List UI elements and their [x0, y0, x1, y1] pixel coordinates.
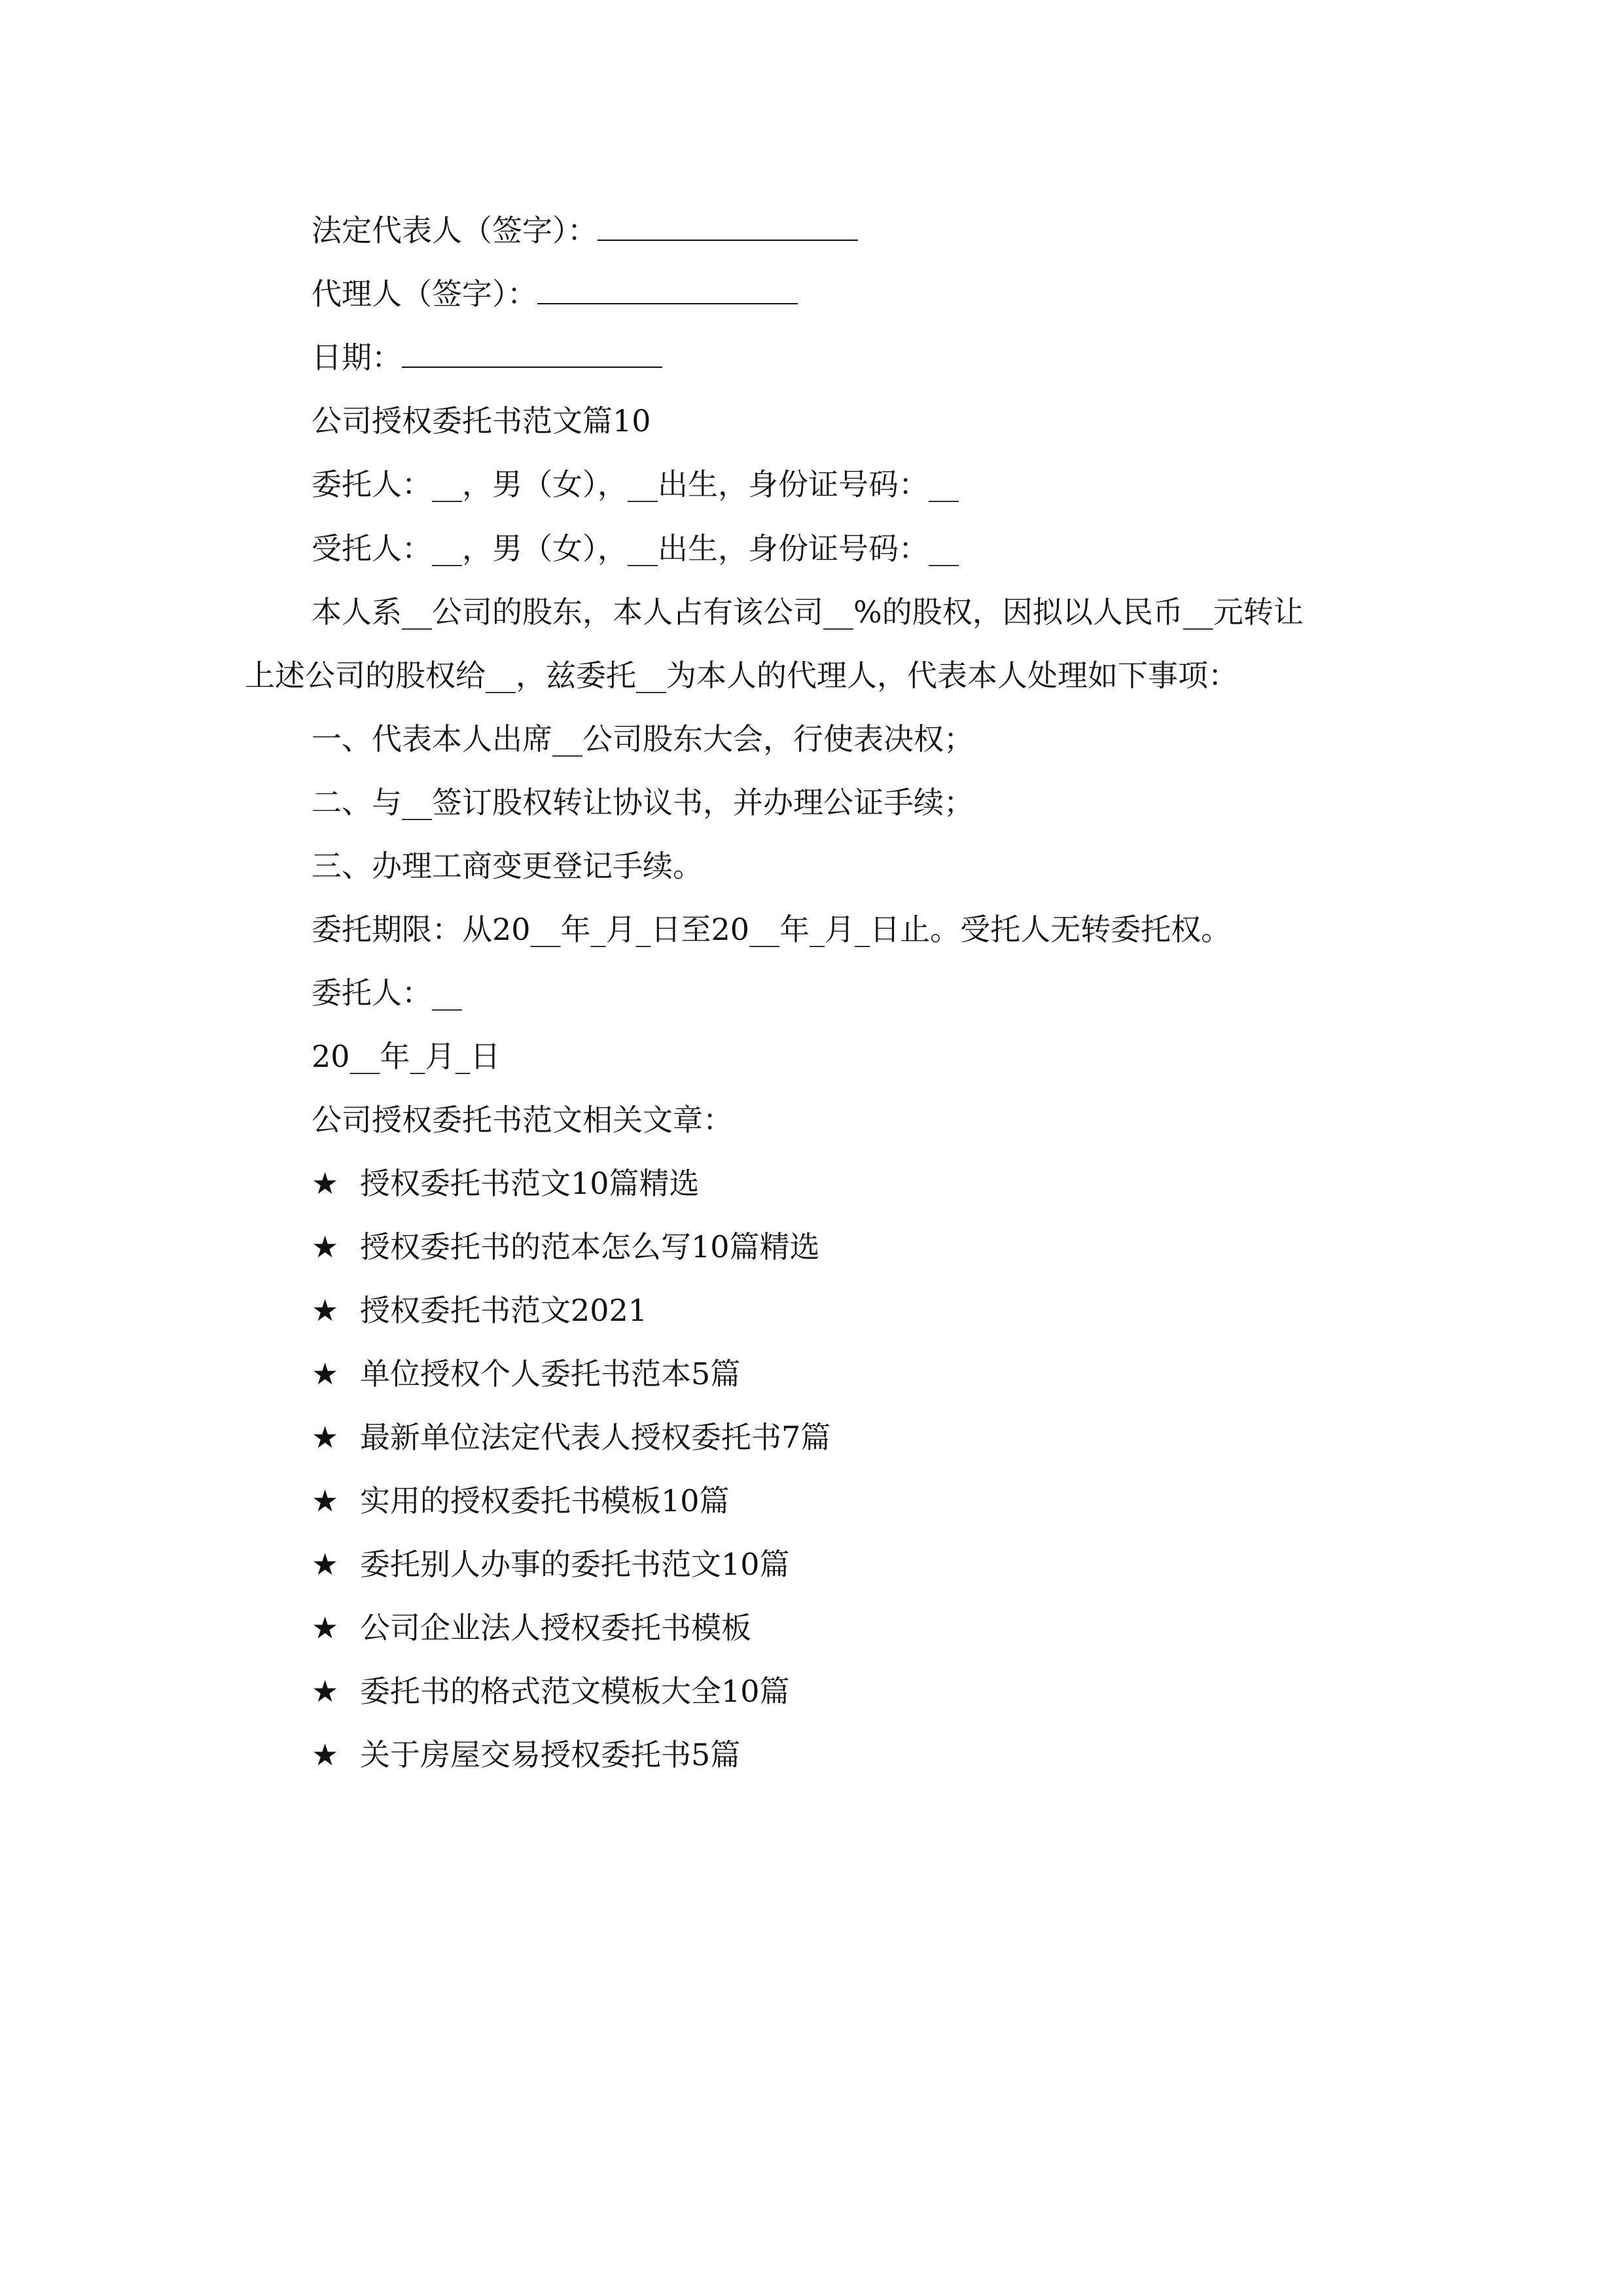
related-item[interactable]: [312, 1608, 751, 1647]
star-icon: ★: [312, 1610, 339, 1645]
related-link[interactable]: 单位授权个人委托书范本5篇: [360, 1356, 741, 1391]
principal-line: 委托人：__，男（女），__出生，身份证号码：__: [312, 467, 959, 502]
related-item[interactable]: [312, 1735, 740, 1774]
related-item[interactable]: [312, 1164, 700, 1203]
date-label: 日期：: [312, 340, 402, 375]
section-title: 公司授权委托书范文篇10: [312, 403, 651, 439]
related-link[interactable]: 委托别人办事的委托书范文10篇: [360, 1547, 790, 1582]
star-icon: ★: [312, 1674, 339, 1709]
term-line: 委托期限：从20__年_月_日至20__年_月_日止。受托人无转委托权。: [312, 912, 1232, 947]
related-link[interactable]: 关于房屋交易授权委托书5篇: [360, 1737, 741, 1772]
date-line: 20__年_月_日: [312, 1039, 501, 1074]
related-item[interactable]: [312, 1545, 790, 1584]
related-link[interactable]: 实用的授权委托书模板10篇: [360, 1483, 730, 1518]
legal-rep-label: 法定代表人（签字）：: [312, 213, 597, 248]
trustee-line: 受托人：__，男（女），__出生，身份证号码：__: [312, 531, 959, 566]
related-link[interactable]: 公司企业法人授权委托书模板: [360, 1610, 751, 1645]
star-icon: ★: [312, 1293, 339, 1328]
star-icon: ★: [312, 1166, 339, 1201]
agent-label: 代理人（签字）：: [312, 276, 537, 312]
related-item[interactable]: [312, 1227, 820, 1266]
related-item[interactable]: [312, 1672, 790, 1711]
agent-signature-blank: [537, 274, 798, 304]
star-icon: ★: [312, 1229, 339, 1265]
legal-rep-signature-blank: [597, 211, 858, 241]
related-item[interactable]: [312, 1481, 730, 1520]
related-link[interactable]: 授权委托书范文2021: [360, 1293, 648, 1328]
related-link[interactable]: 授权委托书范文10篇精选: [360, 1166, 700, 1201]
agent-signature-line: [312, 274, 798, 314]
star-icon: ★: [312, 1420, 339, 1455]
related-link[interactable]: 授权委托书的范本怎么写10篇精选: [360, 1229, 820, 1265]
date-signature-line: [312, 338, 662, 377]
related-heading: 公司授权委托书范文相关文章：: [312, 1102, 733, 1138]
item-1: 一、代表本人出席__公司股东大会，行使表决权；: [312, 721, 974, 757]
star-icon: ★: [312, 1547, 339, 1582]
legal-rep-signature-line: [312, 211, 858, 250]
star-icon: ★: [312, 1737, 339, 1772]
body-paragraph-line-2: 上述公司的股权给__，兹委托__为本人的代理人，代表本人处理如下事项：: [245, 658, 1238, 693]
star-icon: ★: [312, 1483, 339, 1518]
item-3: 三、办理工商变更登记手续。: [312, 848, 703, 884]
related-item[interactable]: [312, 1291, 647, 1330]
related-link[interactable]: 最新单位法定代表人授权委托书7篇: [360, 1420, 831, 1455]
date-signature-blank: [402, 338, 662, 368]
related-item[interactable]: [312, 1354, 740, 1393]
related-link[interactable]: 委托书的格式范文模板大全10篇: [360, 1674, 790, 1709]
principal-sign-line: 委托人：__: [312, 975, 462, 1011]
star-icon: ★: [312, 1356, 339, 1391]
body-paragraph-line-1: 本人系__公司的股东，本人占有该公司__%的股权，因拟以人民币__元转让: [312, 594, 1304, 630]
item-2: 二、与__签订股权转让协议书，并办理公证手续；: [312, 785, 974, 820]
related-item[interactable]: [312, 1418, 830, 1457]
